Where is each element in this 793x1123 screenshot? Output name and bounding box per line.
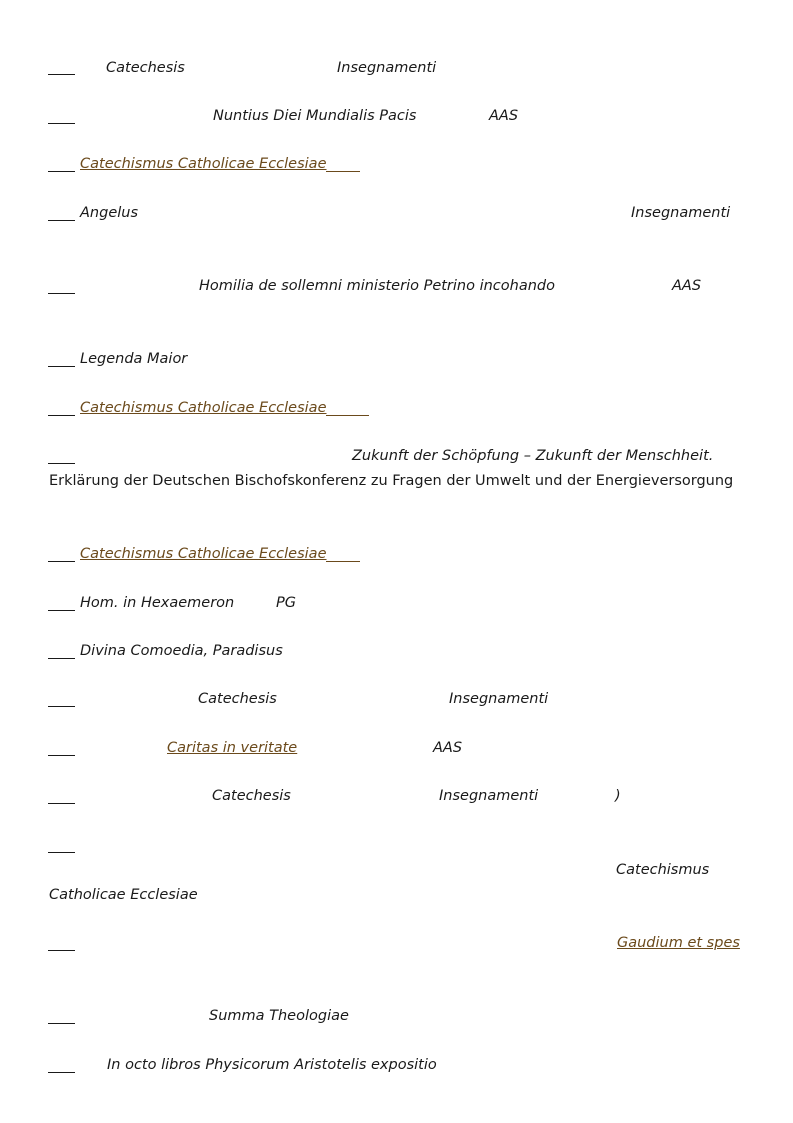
- footnote-marker: [48, 658, 75, 659]
- footnote-13-link[interactable]: Caritas in veritate: [167, 740, 298, 756]
- footnote-marker: [48, 366, 75, 367]
- footnote-9-link[interactable]: Catechismus Catholicae Ecclesiae: [80, 546, 327, 562]
- footnote-6-work: Legenda Maior: [80, 351, 188, 367]
- footnote-marker: [48, 1023, 75, 1024]
- footnote-1-work: Catechesis: [106, 60, 185, 76]
- footnote-12-source: Insegnamenti: [449, 691, 549, 707]
- footnote-3-link-underline: [326, 171, 360, 172]
- footnote-15-work-line2: Catholicae Ecclesiae: [49, 887, 198, 903]
- footnote-15-work-line1: Catechismus: [616, 862, 710, 878]
- footnote-marker: [48, 755, 75, 756]
- footnote-14-paren: ): [615, 788, 621, 804]
- footnote-14-work: Catechesis: [212, 788, 291, 804]
- footnote-4-source: Insegnamenti: [631, 205, 731, 221]
- footnote-marker: [48, 561, 75, 562]
- footnote-10-source: PG: [276, 595, 296, 611]
- footnote-1-source: Insegnamenti: [337, 60, 437, 76]
- footnote-marker: [48, 415, 75, 416]
- footnote-9-link-underline: [326, 561, 360, 562]
- footnote-marker: [48, 950, 75, 951]
- footnote-16-link[interactable]: Gaudium et spes: [617, 935, 740, 951]
- footnote-13-source: AAS: [433, 740, 463, 756]
- footnote-marker: [48, 463, 75, 464]
- footnote-marker: [48, 803, 75, 804]
- footnote-3-link[interactable]: Catechismus Catholicae Ecclesiae: [80, 156, 327, 172]
- footnote-4-work: Angelus: [80, 205, 139, 221]
- footnote-2-source: AAS: [489, 108, 519, 124]
- footnote-2-work: Nuntius Diei Mundialis Pacis: [213, 108, 417, 124]
- footnote-marker: [48, 74, 75, 75]
- footnote-marker: [48, 1072, 75, 1073]
- footnote-7-link-underline: [326, 415, 369, 416]
- footnote-7-link[interactable]: Catechismus Catholicae Ecclesiae: [80, 400, 327, 416]
- footnote-8-subtitle: Erklärung der Deutschen Bischofskonferenz zu Fragen der Umwelt und der Energieversorgung: [49, 473, 734, 489]
- footnote-marker: [48, 123, 75, 124]
- footnote-marker: [48, 852, 75, 853]
- footnote-marker: [48, 171, 75, 172]
- footnote-8-title: Zukunft der Schöpfung – Zukunft der Menschheit.: [352, 448, 714, 464]
- footnote-marker: [48, 220, 75, 221]
- footnote-marker: [48, 706, 75, 707]
- footnote-10-work: Hom. in Hexaemeron: [80, 595, 235, 611]
- footnote-marker: [48, 293, 75, 294]
- footnote-18-work: In octo libros Physicorum Aristotelis expositio: [107, 1057, 437, 1073]
- footnote-17-work: Summa Theologiae: [209, 1008, 349, 1024]
- footnote-5-work: Homilia de sollemni ministerio Petrino incohando: [199, 278, 555, 294]
- footnote-14-source: Insegnamenti: [439, 788, 539, 804]
- footnote-12-work: Catechesis: [198, 691, 277, 707]
- footnote-11-work: Divina Comoedia, Paradisus: [80, 643, 283, 659]
- footnote-5-source: AAS: [672, 278, 702, 294]
- footnote-marker: [48, 610, 75, 611]
